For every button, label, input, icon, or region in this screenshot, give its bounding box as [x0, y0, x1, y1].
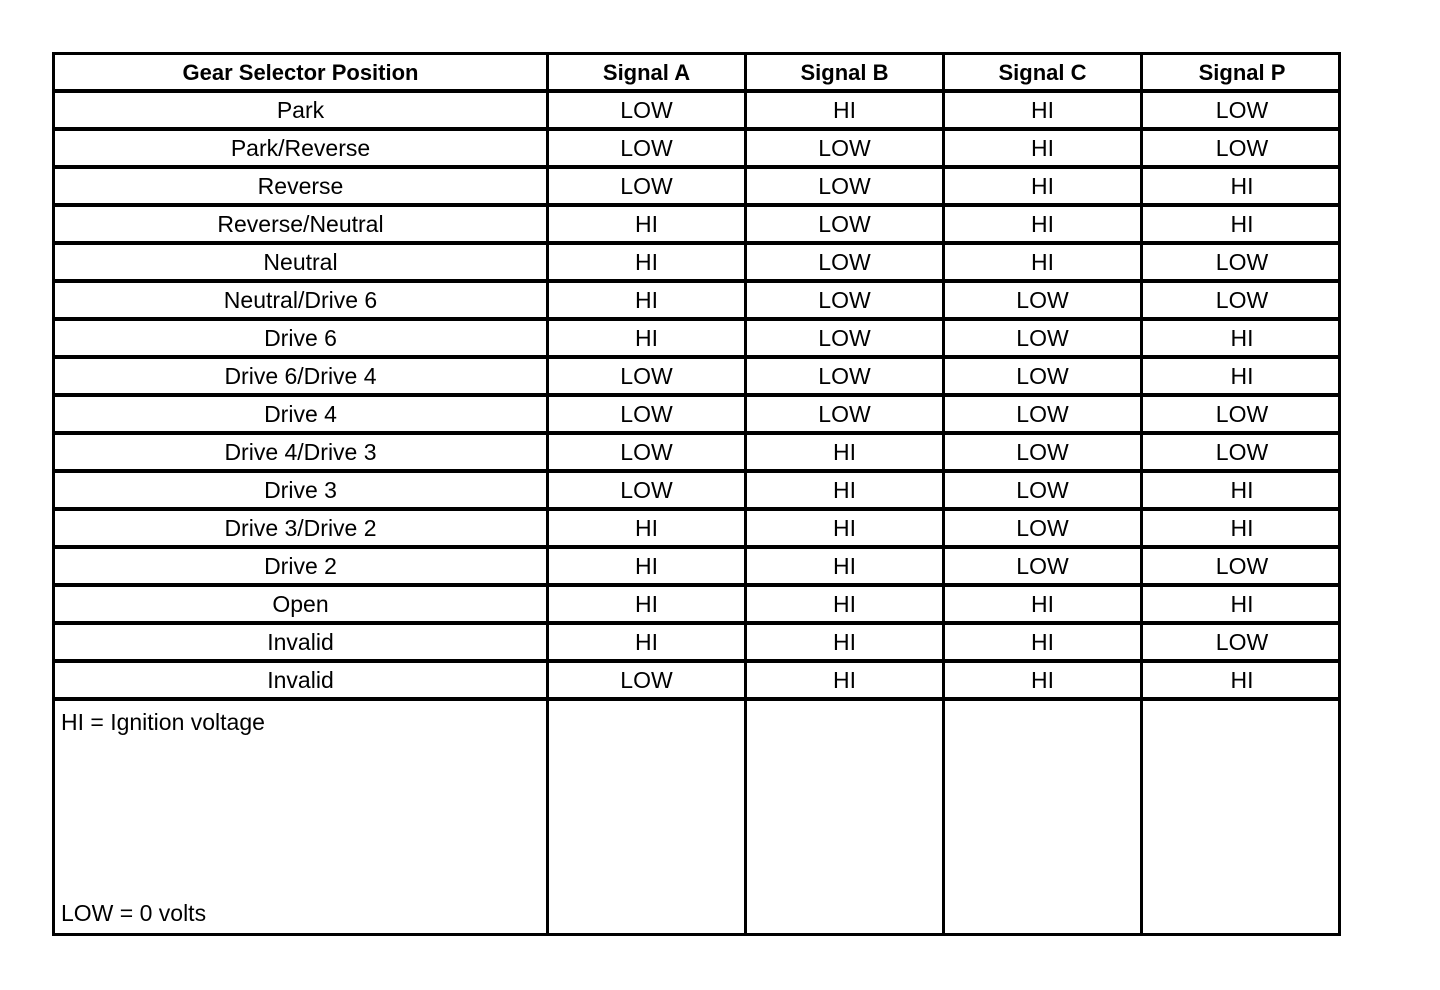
gear-position-cell: Neutral — [55, 245, 549, 283]
table-row — [55, 625, 1341, 663]
signal-b-cell: LOW — [747, 283, 945, 321]
table-row — [55, 587, 1341, 625]
legend-low-text: LOW = 0 volts — [61, 900, 207, 926]
signal-b-cell: HI — [747, 587, 945, 625]
table-row — [55, 321, 1341, 359]
gear-position-cell: Drive 3 — [55, 473, 549, 511]
signal-c-cell: HI — [945, 587, 1143, 625]
signal-p-cell: HI — [1143, 663, 1341, 701]
legend-hi-text: HI = Ignition voltage — [61, 709, 265, 735]
signal-p-cell: LOW — [1143, 397, 1341, 435]
signal-p-cell: HI — [1143, 511, 1341, 549]
gear-position-cell: Park/Reverse — [55, 131, 549, 169]
signal-a-cell: HI — [549, 625, 747, 663]
signal-c-cell: LOW — [945, 549, 1143, 587]
table-row — [55, 93, 1341, 131]
table-row — [55, 359, 1341, 397]
gear-position-cell: Neutral/Drive 6 — [55, 283, 549, 321]
signal-a-cell: HI — [549, 587, 747, 625]
signal-b-cell: LOW — [747, 245, 945, 283]
signal-a-cell: HI — [549, 207, 747, 245]
header-signal-c: Signal C — [945, 55, 1143, 93]
signal-a-cell: LOW — [549, 131, 747, 169]
signal-a-cell: LOW — [549, 435, 747, 473]
signal-c-cell: HI — [945, 663, 1143, 701]
signal-c-cell: HI — [945, 93, 1143, 131]
signal-c-cell: LOW — [945, 511, 1143, 549]
table-body — [55, 93, 1341, 933]
signal-c-cell: HI — [945, 625, 1143, 663]
signal-b-cell: HI — [747, 511, 945, 549]
gear-position-cell: Drive 6 — [55, 321, 549, 359]
header-signal-a: Signal A — [549, 55, 747, 93]
table-row — [55, 131, 1341, 169]
signal-p-cell: LOW — [1143, 131, 1341, 169]
signal-b-cell: LOW — [747, 359, 945, 397]
signal-b-cell: LOW — [747, 321, 945, 359]
signal-c-cell: LOW — [945, 321, 1143, 359]
signal-p-cell: LOW — [1143, 93, 1341, 131]
signal-a-cell: LOW — [549, 359, 747, 397]
signal-c-cell: LOW — [945, 473, 1143, 511]
signal-b-cell: LOW — [747, 131, 945, 169]
signal-c-cell: HI — [945, 207, 1143, 245]
signal-a-cell: HI — [549, 321, 747, 359]
gear-position-cell: Invalid — [55, 625, 549, 663]
signal-p-cell: LOW — [1143, 283, 1341, 321]
gear-position-cell: Drive 2 — [55, 549, 549, 587]
signal-a-cell: HI — [549, 511, 747, 549]
table-row — [55, 663, 1341, 701]
header-signal-b: Signal B — [747, 55, 945, 93]
signal-b-cell: HI — [747, 549, 945, 587]
signal-a-cell: LOW — [549, 473, 747, 511]
gear-position-cell: Park — [55, 93, 549, 131]
signal-a-cell: HI — [549, 283, 747, 321]
table-row — [55, 283, 1341, 321]
signal-p-cell: LOW — [1143, 245, 1341, 283]
signal-p-cell: HI — [1143, 207, 1341, 245]
header-row — [55, 55, 1341, 93]
signal-a-cell: LOW — [549, 93, 747, 131]
signal-b-cell: HI — [747, 93, 945, 131]
signal-b-cell: HI — [747, 473, 945, 511]
header-signal-p: Signal P — [1143, 55, 1341, 93]
signal-b-cell: HI — [747, 625, 945, 663]
gear-position-cell: Reverse/Neutral — [55, 207, 549, 245]
signal-b-cell: HI — [747, 435, 945, 473]
legend-empty-cell — [945, 701, 1143, 933]
table-row — [55, 397, 1341, 435]
signal-c-cell: LOW — [945, 397, 1143, 435]
signal-p-cell: LOW — [1143, 435, 1341, 473]
header-gear-selector-position: Gear Selector Position — [55, 55, 549, 93]
signal-c-cell: HI — [945, 169, 1143, 207]
signal-a-cell: HI — [549, 549, 747, 587]
gear-position-cell: Invalid — [55, 663, 549, 701]
table-row — [55, 511, 1341, 549]
legend-empty-cell — [549, 701, 747, 933]
signal-c-cell: LOW — [945, 359, 1143, 397]
table-row — [55, 549, 1341, 587]
signal-c-cell: LOW — [945, 283, 1143, 321]
gear-position-cell: Drive 6/Drive 4 — [55, 359, 549, 397]
gear-position-cell: Drive 4 — [55, 397, 549, 435]
table-row — [55, 169, 1341, 207]
gear-position-cell: Reverse — [55, 169, 549, 207]
signal-c-cell: HI — [945, 245, 1143, 283]
signal-p-cell: LOW — [1143, 549, 1341, 587]
legend-empty-cell — [1143, 701, 1341, 933]
signal-a-cell: LOW — [549, 397, 747, 435]
signal-p-cell: HI — [1143, 587, 1341, 625]
signal-p-cell: HI — [1143, 321, 1341, 359]
table-row — [55, 473, 1341, 511]
signal-p-cell: HI — [1143, 359, 1341, 397]
table-row — [55, 435, 1341, 473]
signal-a-cell: LOW — [549, 169, 747, 207]
signal-p-cell: HI — [1143, 473, 1341, 511]
signal-p-cell: LOW — [1143, 625, 1341, 663]
gear-position-cell: Drive 4/Drive 3 — [55, 435, 549, 473]
legend-cell — [55, 701, 549, 933]
signal-a-cell: HI — [549, 245, 747, 283]
table-row — [55, 207, 1341, 245]
signal-b-cell: LOW — [747, 207, 945, 245]
gear-position-cell: Drive 3/Drive 2 — [55, 511, 549, 549]
signal-b-cell: LOW — [747, 397, 945, 435]
signal-table-container — [52, 52, 1341, 936]
signal-p-cell: HI — [1143, 169, 1341, 207]
signal-b-cell: HI — [747, 663, 945, 701]
signal-c-cell: HI — [945, 131, 1143, 169]
legend-empty-cell — [747, 701, 945, 933]
legend-row — [55, 701, 1341, 933]
gear-selector-signal-table — [55, 55, 1341, 933]
signal-b-cell: LOW — [747, 169, 945, 207]
table-row — [55, 245, 1341, 283]
signal-a-cell: LOW — [549, 663, 747, 701]
gear-position-cell: Open — [55, 587, 549, 625]
signal-c-cell: LOW — [945, 435, 1143, 473]
